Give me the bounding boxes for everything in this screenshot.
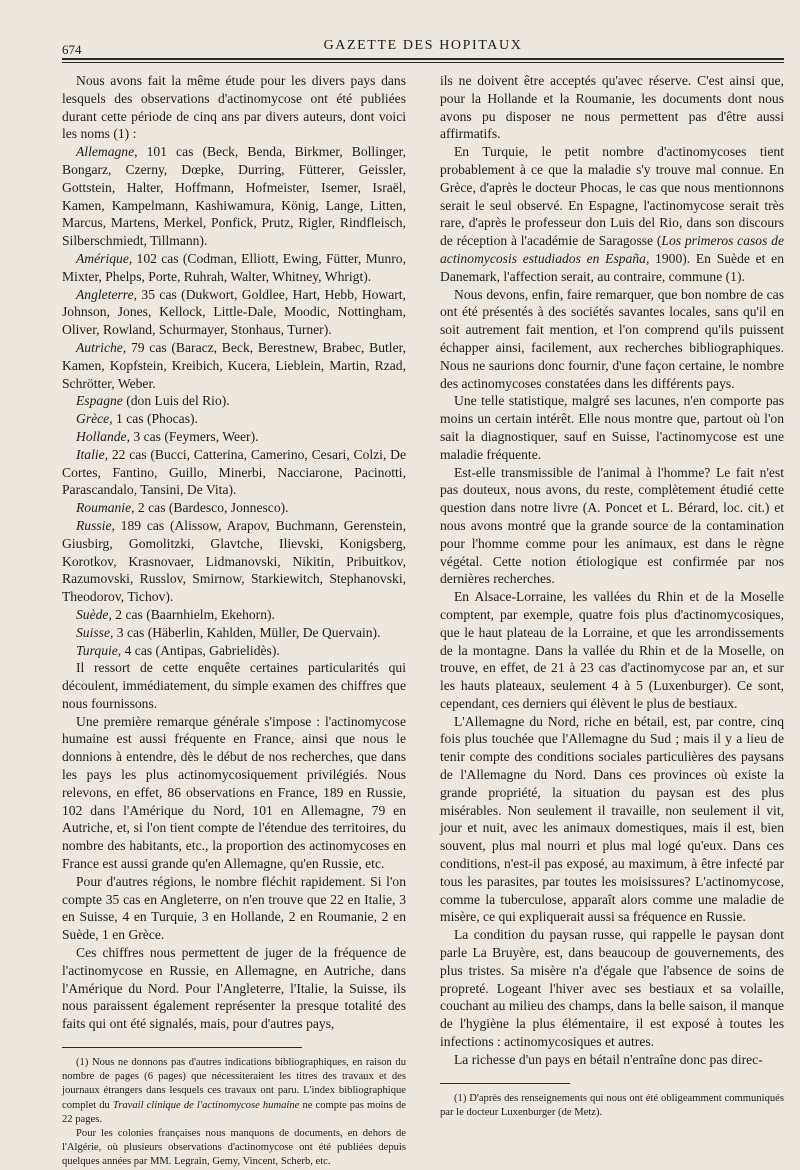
country-cases: 22 cas (Bucci, Catterina, Camerino, Cesari, Colzi, De Cortes, Fantino, Guillo, Minerbi, Nacciarone, Pacinotti, Parascandalo, Tansini, De Vita). bbox=[62, 446, 406, 498]
country-entry bbox=[62, 339, 406, 392]
page-header bbox=[62, 34, 784, 56]
country-name: Russie, bbox=[76, 517, 115, 533]
country-entry bbox=[62, 410, 406, 428]
body-paragraph: Est-elle transmissible de l'animal à l'homme? Le fait n'est pas douteux, nous avons, du reste, complètement étudié cette question dans notre livre (A. Poncet et L. Bérard, loc. cit.) et nous avons montré que la grande source de la contamination pour l'homme comme pour les animaux, est dans le règne végétal. Cette notion étiologique est confirmée par nos dernières recherches. bbox=[440, 464, 784, 587]
page-number: 674 bbox=[62, 42, 82, 57]
country-cases: (don Luis del Rio). bbox=[122, 393, 230, 409]
country-name: Suède, bbox=[76, 606, 112, 622]
body-paragraph: ils ne doivent être acceptés qu'avec réserve. C'est ainsi que, pour la Hollande et la Roumanie, les documents dont nous avons pu disposer ne nous permettent pas d'être aussi affirmatifs. bbox=[440, 73, 784, 142]
body-text: En Turquie, le petit nombre d'actinomycoses tient probablement à ce que la maladie s'y trouve mal connue. En Grèce, d'après le docteur Phocas, le cas que nous mentionnons serait le seul observé. En Espagne, l'actinomycose serait très rare, d'après le professeur don Luis del Rio, dans son discours de réception à l'académie de Saragosse ( bbox=[440, 144, 784, 249]
country-cases: 3 cas (Feymers, Weer). bbox=[130, 428, 259, 444]
footnote-book-title: Travail clinique de l'actinomycose humaine bbox=[112, 1099, 300, 1111]
country-name: Turquie, bbox=[76, 642, 122, 658]
body-paragraph: L'Allemagne du Nord, riche en bétail, est, par contre, cinq fois plus touchée que l'Allemagne du Sud ; mais il y a lieu de tenir compte des conditions sociales particulières des paysans de l'Allemagne du Nord. Dans ces provinces où existe la grande propriété, la situation du paysan est des plus misérables. Non seulement il travaille, non seulement il vit, jour et nuit, avec les animaux domestiques, mais il est, bien souvent, plus mal nourri et plus mal logé qu'eux. Dans ces conditions, n'est-il pas exposé, au maximum, à être infecté par tous les parasites, par toutes les moisissures? L'actinomycose, comme la tuberculose, apparaît alors comme une maladie de misère, ce qui expliquerait aussi sa fréquence en Russie. bbox=[440, 713, 784, 925]
country-name: Suisse, bbox=[76, 624, 114, 640]
country-entry bbox=[62, 392, 406, 410]
header-rule-thick bbox=[62, 58, 784, 60]
country-entry bbox=[62, 428, 406, 446]
country-entry bbox=[62, 499, 406, 517]
country-cases: 101 cas (Beck, Benda, Birkmer, Bollinger, Bongarz, Czerny, Dœpke, Durring, Fütterer, Geissler, Gottstein, Halter, Hoffmann, Hofmeister, Isemer, Israël, Kamen, Kampelmann, Kashiwamura, König, Lange, Litten, Marcus, Martens, Merkel, Ponfick, Prutz, Rigler, Rindfleisch, Silberschmiedt, Tillmann). bbox=[62, 144, 406, 249]
body-text: , 1900). En Suède et en Danemark, l'affection serait, au contraire, commune (1). bbox=[440, 250, 784, 284]
country-entry bbox=[62, 446, 406, 499]
country-cases: 79 cas (Baracz, Beck, Berestnew, Brabec, Butler, Kamen, Kopfstein, Kreibich, Kucera, Lieblein, Martin, Rzad, Schrötter, Weber. bbox=[62, 339, 406, 391]
body-paragraph: La richesse d'un pays en bétail n'entraîne donc pas direc- bbox=[454, 1051, 763, 1067]
country-name: Allemagne, bbox=[76, 144, 138, 160]
country-entry bbox=[62, 606, 406, 624]
footnote: (1) D'après des renseignements qui nous ont été obligeamment communiqués par le docteur Luxenburger (de Metz). bbox=[440, 1092, 784, 1118]
footnote-text: ne compte pas moins de 22 pages. bbox=[62, 1099, 407, 1125]
header-rule-thin bbox=[62, 62, 784, 63]
country-cases: 2 cas (Baarnhielm, Ekehorn). bbox=[111, 606, 275, 622]
country-cases: 2 cas (Bardesco, Jonnesco). bbox=[134, 500, 289, 516]
country-entry bbox=[62, 143, 406, 250]
body-paragraph: Ces chiffres nous permettent de juger de la fréquence de l'actinomycose en Russie, en Allemagne, en Autriche, dans l'Amérique du Nord. Pour l'Angleterre, l'Italie, la Suisse, ils nous paraissent également représenter la presque totalité des faits qui ont été signalés, mais, pour d'autres pays, bbox=[62, 945, 406, 1032]
country-entry bbox=[62, 250, 406, 286]
country-cases: 35 cas (Dukwort, Goldlee, Hart, Hebb, Howart, Johnson, Jones, Kellock, Little-Dale, Moodic, Nottingham, Oliver, Rowland, Schurmayer, Stonhaus, Turner). bbox=[62, 286, 406, 338]
body-paragraph bbox=[440, 143, 784, 285]
footnote bbox=[62, 1056, 406, 1127]
country-name: Amérique, bbox=[76, 250, 133, 266]
body-paragraph: Il ressort de cette enquête certaines particularités qui découlent, immédiatement, du simple examen des chiffres que nous fournissons. bbox=[62, 660, 406, 711]
footnote: Pour les colonies françaises nous manquons de documents, en dehors de l'Algérie, où plusieurs observations d'actinomycose ont été publiées depuis quelques années par MM. Legrain, Gemy, Vincent, Scherb, etc. bbox=[62, 1128, 406, 1168]
country-name: Hollande, bbox=[76, 428, 130, 444]
running-title: GAZETTE DES HOPITAUX bbox=[323, 38, 523, 53]
country-entry bbox=[62, 286, 406, 339]
intro-paragraph: Nous avons fait la même étude pour les divers pays dans lesquels des observations d'actinomycose ont été publiées durant cette période de cinq ans par divers auteurs, dont voici les noms (1) : bbox=[62, 73, 406, 142]
country-cases: 4 cas (Antipas, Gabrielidès). bbox=[121, 642, 280, 658]
country-name: Grèce, bbox=[76, 411, 113, 427]
body-paragraph: Une première remarque générale s'impose : l'actinomycose humaine est aussi fréquente en France, ainsi que nous le donnions à entendre, dès le début de nos recherches, que dans les pays les plus actinomycosiquement privilégiés. Nous relevons, en effet, 86 observations en France, 189 en Russie, 102 dans l'Amérique du Nord, 101 en Allemagne, 79 en Autriche, et, si l'on tient compte de l'étendue des territoires, du nombre des habitants, etc., la proportion des actinomycoses en France est aussi grande qu'en Allemagne, qu'en Russie, etc. bbox=[62, 713, 406, 872]
country-name: Roumanie, bbox=[76, 500, 135, 516]
country-entry bbox=[62, 624, 406, 642]
footnote-rule bbox=[440, 1083, 570, 1084]
country-entry bbox=[62, 642, 406, 660]
footnote-text: (1) Nous ne donnons pas d'autres indications bibliographiques, en raison du nombre de pages (6 pages) que nécessiteraient les titres des travaux et des journaux étrangers dans lesquels ces travaux ont paru. L'index bibliographique complet du bbox=[62, 1057, 406, 1111]
body-paragraph: Pour d'autres régions, le nombre fléchit rapidement. Si l'on compte 35 cas en Angleterre, on n'en trouve que 22 en Italie, 3 en Suisse, 4 en Turquie, 3 en Hollande, 2 en Roumanie, 2 en Suède, 1 en Grèce. bbox=[62, 873, 406, 943]
country-name: Angleterre, bbox=[76, 286, 138, 302]
body-paragraph: La condition du paysan russe, qui rappelle le paysan dont parle La Bruyère, est, dans beaucoup de gouvernements, des plus tristes. Sa misère n'a d'égale que l'absence de soins de propreté. Logeant l'hiver avec ses bestiaux et sa volaille, couchant au milieu des champs, dans la belle saison, il manque de l'hygiène la plus élémentaire, il est exposé à toutes les infections : actinomycosiques et autres. bbox=[440, 927, 784, 1050]
country-name: Autriche, bbox=[76, 339, 127, 355]
body-paragraph: Une telle statistique, malgré ses lacunes, n'en comporte pas moins un certain intérêt. Elle nous montre que, partout où l'on sait la diagnostiquer, sauf en Suisse, l'actinomycose est une maladie fréquente. bbox=[440, 393, 784, 462]
cited-title: Los primeros casos de actinomycosis estudiados en España bbox=[440, 233, 785, 266]
country-cases: 3 cas (Häberlin, Kahlden, Müller, De Quervain). bbox=[113, 624, 381, 640]
country-entry bbox=[62, 517, 406, 606]
footnote-rule bbox=[62, 1047, 302, 1048]
country-cases: 1 cas (Phocas). bbox=[112, 411, 198, 427]
country-cases: 189 cas (Alissow, Arapov, Buchmann, Gerenstein, Giusbirg, Gomolitzki, Glavtche, Ilievski, Konigsberg, Korotkov, Krasnovaer, Lidmanovski, Nikitin, Pribuitkov, Razumovski, Russlov, Smirnow, Starkiewitch, Stephanovski, Theodorov, Tichov). bbox=[62, 517, 406, 605]
right-column bbox=[440, 72, 784, 1120]
body-paragraph: En Alsace-Lorraine, les vallées du Rhin et de la Moselle comptent, par exemple, quatre fois plus d'actinomycosiques, que le haut plateau de la Lorraine, et que les arrondissements de la montagne. Dans la vallée du Rhin et de la Moselle, on trouve, en effet, de 21 à 23 cas d'actinomycose par an, et sur les hauts plateaux, seulement 4 à 5 (Luxenburger). Ce sont, cependant, ces derniers qui élèvent le plus de bestiaux. bbox=[440, 589, 784, 711]
country-name: Espagne bbox=[76, 393, 123, 409]
country-cases: 102 cas (Codman, Elliott, Ewing, Fütter, Munro, Mixter, Phelps, Porte, Ruhrah, Walter, Whitney, Whrigt). bbox=[62, 250, 406, 284]
body-paragraph: Nous devons, enfin, faire remarquer, que bon nombre de cas ont été présentés à des sociétés savantes locales, sans qu'il en soit autrement fait mention, et l'on comprend qu'ils puissent échapper ainsi, facilement, aux recherches bibliographiques. Nous ne saurions donc fournir, d'une façon certaine, le nombre des actinomycoses constatées dans les différents pays. bbox=[440, 286, 784, 391]
left-column bbox=[62, 72, 406, 1170]
country-name: Italie, bbox=[76, 446, 109, 462]
